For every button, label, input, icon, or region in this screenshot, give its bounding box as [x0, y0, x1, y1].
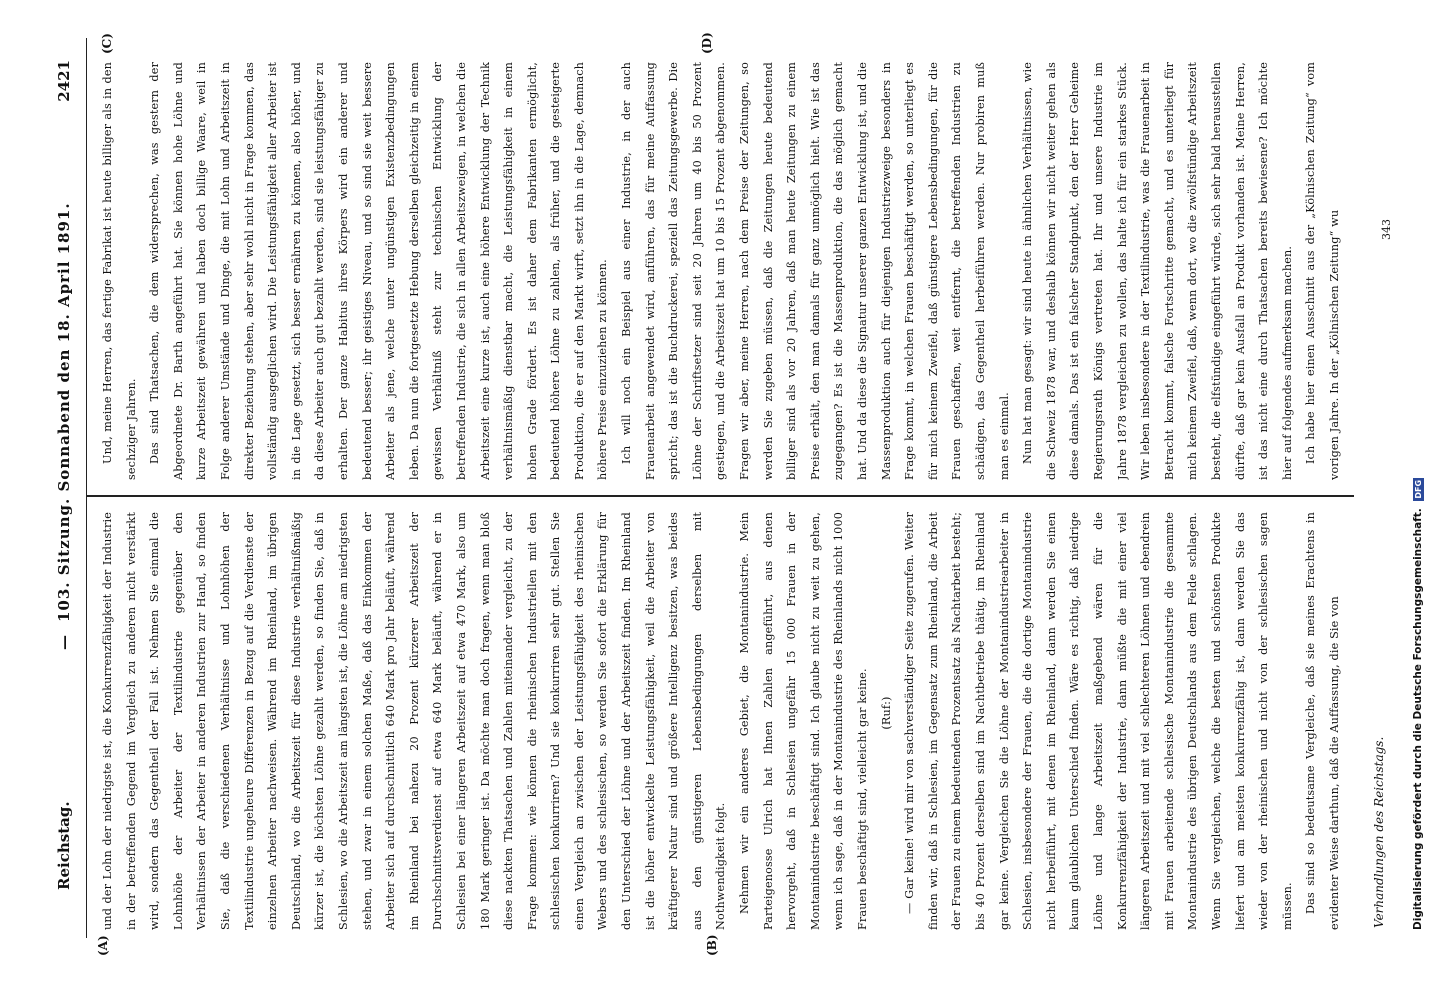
- left-paragraph: Das sind so bedeutsame Vergleiche, daß sie meines Erachtens in evidenter Weise darthun, daß die Auffassung, die Sie von: [1304, 512, 1341, 930]
- right-paragraph: Ich will noch ein Beispiel aus einer Industrie, in der auch Frauenarbeit angewendet wird, anführen, das für meine Auffassung spricht; das ist die Buchdruckerei, speziell das Zeitungsgewerbe. Die Löhne der Schriftsetzer sind seit 20 Jahren um 40 bis 50 Prozent gestiegen, und die Arbeitszeit hat um 10 bis 15 Prozent abgenommen. Fragen wir aber, meine Herren, nach dem Preise der Zeitungen, so werden Sie zugeben müssen, daß die Zeitungen heute bedeutend billiger sind als vor 20 Jahren, daß man heute Zeitungen zu einem Preise erhält, den man damals für ganz unmöglich hielt. Wie ist das zugegangen? Es ist die Massenproduktion, die das möglich gemacht hat. Und da diese die Signatur unserer ganzen Entwicklung ist, und die Massenproduktion auch für diejenigen Industriezweige besonders in Frage kommt, in welchen Frauen beschäftigt werden, so unterliegt es für mich keinem Zweifel, daß günstigere Lebensbedingungen, für die Frauen geschaffen, weit entfernt, die betreffenden Industrien zu schädigen, das Gegentheil herbeiführen werden. Nur probiren muß man es einmal.: [620, 62, 1011, 480]
- page-header: [55, 60, 77, 890]
- margin-marker-b: (B): [705, 934, 719, 956]
- left-paragraph: und der Lohn der niedrigste ist, die Konkurrenzfähigkeit der Industrie in der betreffenden Gegend im Vergleich zu anderen nicht verstärkt wird, sondern das Gegentheil der Fall ist. Nehmen Sie einmal die Lohnhöhe der Arbeiter der Textilindustrie gegenüber den Verhältnissen der Arbeiter in anderen Industrien zur Hand, so finden Sie, daß die verschiedenen Verhältnisse und Lohnhöhen der Textilindustrie ungeheure Differenzen in Bezug auf die Verdienste der einzelnen Arbeiter nachweisen. Während im Rheinland, im übrigen Deutschland, wo die Arbeitszeit für diese Industrie verhältnißmäßig kürzer ist, die höchsten Löhne gezahlt werden, so finden Sie, daß in Schlesien, wo die Arbeitszeit am längsten ist, die Löhne am niedrigsten stehen, und zwar in einem solchen Maße, daß das Einkommen der Arbeiter sich auf durchschnittlich 640 Mark pro Jahr beläuft, während im Rheinland bei nahezu 20 Prozent kürzerer Arbeitszeit der Durchschnittsverdienst auf etwa 640 Mark beläuft, während er in Schlesien bei einer längeren Arbeitszeit auf etwa 470 Mark, also um 180 Mark geringer ist. Da möchte man doch fragen, wenn man bloß diese nackten Thatsachen und Zahlen miteinander vergleicht, zu der Frage kommen: wie können die rheinischen Industriellen mit den schlesischen konkurriren? Und sie konkurriren sehr gut. Stellen Sie einen Vergleich an zwischen der Leistungsfähigkeit des rheinischen Webers und des schlesischen, so werden Sie sofort die Erklärung für den Unterschied der Löhne und der Arbeitszeit finden. Im Rheinland ist die höher entwickelte Leistungsfähigkeit, weil die Arbeiter von kräftigerer Natur sind und größere Intelligenz besitzen, was beides aus den günstigeren Lebensbedingungen derselben mit Nothwendigkeit folgt.: [101, 512, 728, 930]
- digitization-note: [1412, 478, 1424, 930]
- footer-sheet-number: 343: [1380, 219, 1393, 240]
- right-paragraph: Nun hat man gesagt: wir sind heute in ähnlichen Verhältnissen, wie die Schweiz 1878 war, und deshalb können wir nicht weiter gehen als diese damals. Das ist ein falscher Standpunkt, den der Herr Geheime Regierungsrath Königs vertreten hat. Ihr und unsere Industrie im Jahre 1878 vergleichen zu wollen, das halte ich für ein starkes Stück. Wir leben insbesondere in der Textilindustrie, was die Frauenarbeit in Betracht kommt, falsche Fortschritte gemacht, und es unterliegt für mich keinem Zweifel, daß, wenn dort, wo die zwölfstündige Arbeitszeit besteht, die elfstündige eingeführt würde, sich sehr bald herausstellen dürfte, daß gar kein Ausfall an Produkt vorhanden ist. Meine Herren, ist das nicht eine durch Thatsachen bereits bewiesene? Ich möchte hier auf folgendes aufmerksam machen.: [1021, 62, 1294, 480]
- header-title: Reichstag.: [55, 801, 73, 890]
- margin-marker-a: (A): [96, 935, 110, 956]
- interjection: (Ruf:): [879, 696, 893, 730]
- page-number: 2421: [55, 60, 73, 102]
- right-column: [96, 62, 1346, 480]
- digitization-text: Digitalisierung gefördert durch die Deutsche Forschungsgemeinschaft.: [1412, 508, 1424, 930]
- header-rule: [86, 38, 87, 938]
- right-paragraph: Ich habe hier einen Ausschnitt aus der „Kölnischen Zeitung“ vom vorigen Jahre. In der „Kölnischen Zeitung“ wu: [1304, 62, 1341, 480]
- right-paragraph: Und, meine Herren, das fertige Fabrikat ist heute billiger als in den sechziger Jahren.: [101, 62, 138, 480]
- margin-marker-c: (C): [100, 33, 114, 54]
- left-paragraph: Nehmen wir ein anderes Gebiet, die Montanindustrie. Mein Parteigenosse Ulrich hat Ihnen Zahlen angeführt, aus denen hervorgeht, daß in Schlesien ungefähr 15 000 Frauen in der Montanindustrie beschäftigt sind. Ich glaube nicht zu weit zu gehen, wenn ich sage, daß in der Montanindustrie des Rheinlands nicht 1000 Frauen beschäftigt sind, vielleicht gar keine.: [738, 512, 869, 930]
- dfg-logo: DFG: [1413, 479, 1423, 499]
- margin-marker-d: (D): [700, 32, 714, 54]
- column-divider: [86, 495, 1354, 497]
- left-paragraph: — Gar keine! wird mir von sachverständiger Seite zugerufen. Weiter finden wir, daß in Schlesien, im Gegensatz zum Rheinland, die Arbeit der Frauen zu einem bedeutenden Prozentsatz als Nachtarbeit besteht; bis 40 Prozent derselben sind im Nachtbetriebe thätig, im Rheinland gar keine. Vergleichen Sie die Löhne der Montanindustriearbeiter in Schlesien, insbesondere der Frauen, die die dortige Montanindustrie nicht herbeiführt, mit denen im Rheinland, dann werden Sie einen kaum glaublichen Unterschied finden. Wäre es richtig, daß niedrige Löhne und lange Arbeitszeit maßgebend wären für die Konkurrenzfähigkeit der Industrie, dann müßte die mit einer viel längeren Arbeitszeit und mit viel schlechteren Löhnen und ebendrein mit Frauen arbeitende schlesische Montanindustrie die gesammte Montanindustrie des übrigen Deutschlands aus dem Felde schlagen. Wenn Sie vergleichen, welche die besten und schönsten Produkte liefert und am meisten konkurrenzfähig ist, dann werden Sie das wieder von der rheinischen und nicht von der schlesischen sagen müssen.: [903, 512, 1294, 930]
- right-paragraph: Das sind Thatsachen, die dem widersprechen, was gestern der Abgeordnete Dr. Barth angeführt hat. Sie können hohe Löhne und kurze Arbeitszeit gewähren und haben doch billige Waare, weil in Folge anderer Umstände und Dinge, die mit Lohn und Arbeitszeit in direkter Beziehung stehen, aber sehr wohl nicht in Frage kommen, das vollständig ausgeglichen wird. Die Leistungsfähigkeit aller Arbeiter ist in die Lage gesetzt, sich besser ernähren zu können, also höher, und da diese Arbeiter auch gut bezahlt werden, sind sie leistungsfähiger zu erhalten. Der ganze Habitus ihres Körpers wird ein anderer und bedeutend besser; ihr geistiges Niveau, und so sind sie weit bessere Arbeiter als jene, welche unter ungünstigen Existenzbedingungen leben. Da nun die fortgesetzte Hebung derselben gleichzeitig in einem gewissen Verhältniß steht zur technischen Entwicklung der betreffenden Industrie, die sich in allen Arbeitszweigen, in welchen die Arbeitszeit eine kurze ist, auch eine höhere Entwicklung der Technik verhältnismäßig dienstbar macht, die Leistungsfähigkeit in einem hohen Grade fördert. Es ist daher dem Fabrikanten ermöglicht, bedeutend höhere Löhne zu zahlen, als früher, und die gesteigerte Produktion, die er auf den Markt wirft, setzt ihn in die Lage, demnach höhere Preise einzuziehen zu können.: [148, 62, 610, 480]
- left-column: [96, 512, 1346, 930]
- footer-publication: Verhandlungen des Reichstags.: [1372, 736, 1386, 928]
- header-session: 103. Sitzung. Sonnabend den 18. April 1891.: [55, 202, 73, 622]
- header-separator: —: [55, 635, 73, 650]
